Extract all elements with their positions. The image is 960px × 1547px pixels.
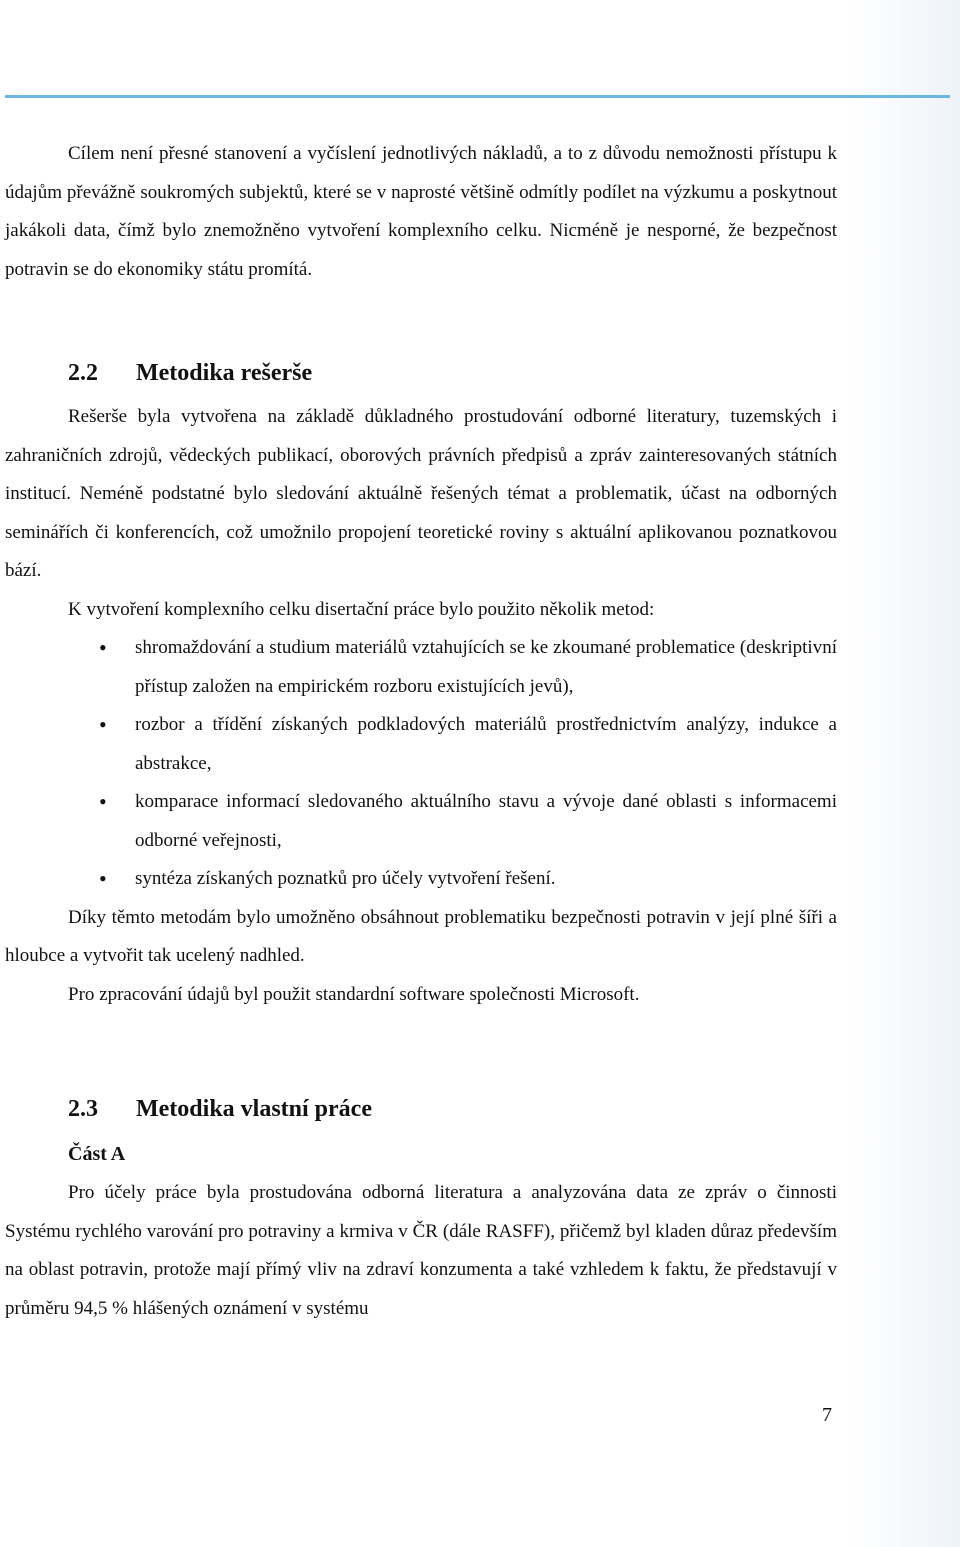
research-paragraph: Rešerše byla vytvořena na základě důkladného prostudování odborné literatury, tuzemských i zahraničních zdrojů, vědeckých publikací, oborových právních předpisů a zpráv zainteresovaných státních institucí. Neméně podstatné bylo sledování aktuálně řešených témat a problematik, účast na odborných seminářích či konferencích, což umožnilo propojení teoretické roviny s aktuální aplikovanou poznatkovou bází. [5, 406, 837, 581]
page-edge-shadow [850, 0, 960, 1547]
header-rule [5, 95, 950, 98]
list-item: • syntéza získaných poznatků pro účely vytvoření řešení. [135, 860, 837, 899]
section-heading-2-2 [5, 348, 837, 398]
document-body [5, 135, 837, 1328]
methods-list [5, 629, 837, 899]
list-item: • rozbor a třídění získaných podkladových materiálů prostřednictvím analýzy, indukce a abstrakce, [135, 706, 837, 783]
page-number: 7 [822, 1404, 832, 1426]
software-paragraph: Pro zpracování údajů byl použit standardní software společnosti Microsoft. [68, 983, 640, 1005]
list-item: • shromaždování a studium materiálů vztahujících se ke zkoumané problematice (deskriptivní přístup založen na empirickém rozboru existujících jevů), [135, 629, 837, 706]
methods-intro-paragraph: K vytvoření komplexního celku disertační práce bylo použito několik metod: [68, 598, 655, 620]
spacer [5, 1014, 837, 1084]
part-a-paragraph: Pro účely práce byla prostudována odborná literatura a analyzována data ze zpráv o činnosti Systému rychlého varování pro potraviny a krmiva v ČR (dále RASFF), přičemž byl kladen důraz především na oblast potravin, protože mají přímý vliv na zdraví konzumenta a také vzhledem k faktu, že představují v průměru 94,5 % hlášených oznámení v systému [5, 1182, 837, 1319]
subsection-heading: Část A [68, 1143, 126, 1165]
section-title: Metodika vlastní práce [136, 1096, 372, 1122]
section-number: 2.3 [68, 1096, 98, 1122]
section-title: Metodika rešerše [136, 360, 313, 386]
intro-paragraph: Cílem není přesné stanovení a vyčíslení jednotlivých nákladů, a to z důvodu nemožnosti přístupu k údajům převážně soukromých subjektů, které se v naprosté většině odmítly podílet na výzkumu a poskytnout jakákoli data, čímž bylo znemožněno vytvoření komplexního celku. Nicméně je nesporné, že bezpečnost potravin se do ekonomiky státu promítá. [5, 143, 837, 280]
conclusion-paragraph: Díky těmto metodám bylo umožněno obsáhnout problematiku bezpečnosti potravin v její plné šíři a hloubce a vytvořit tak ucelený nadhled. [5, 906, 837, 966]
spacer [5, 289, 837, 348]
list-item: • komparace informací sledovaného aktuálního stavu a vývoje dané oblasti s informacemi odborné veřejnosti, [135, 783, 837, 860]
section-number: 2.2 [68, 360, 98, 386]
section-heading-2-3 [5, 1084, 837, 1134]
